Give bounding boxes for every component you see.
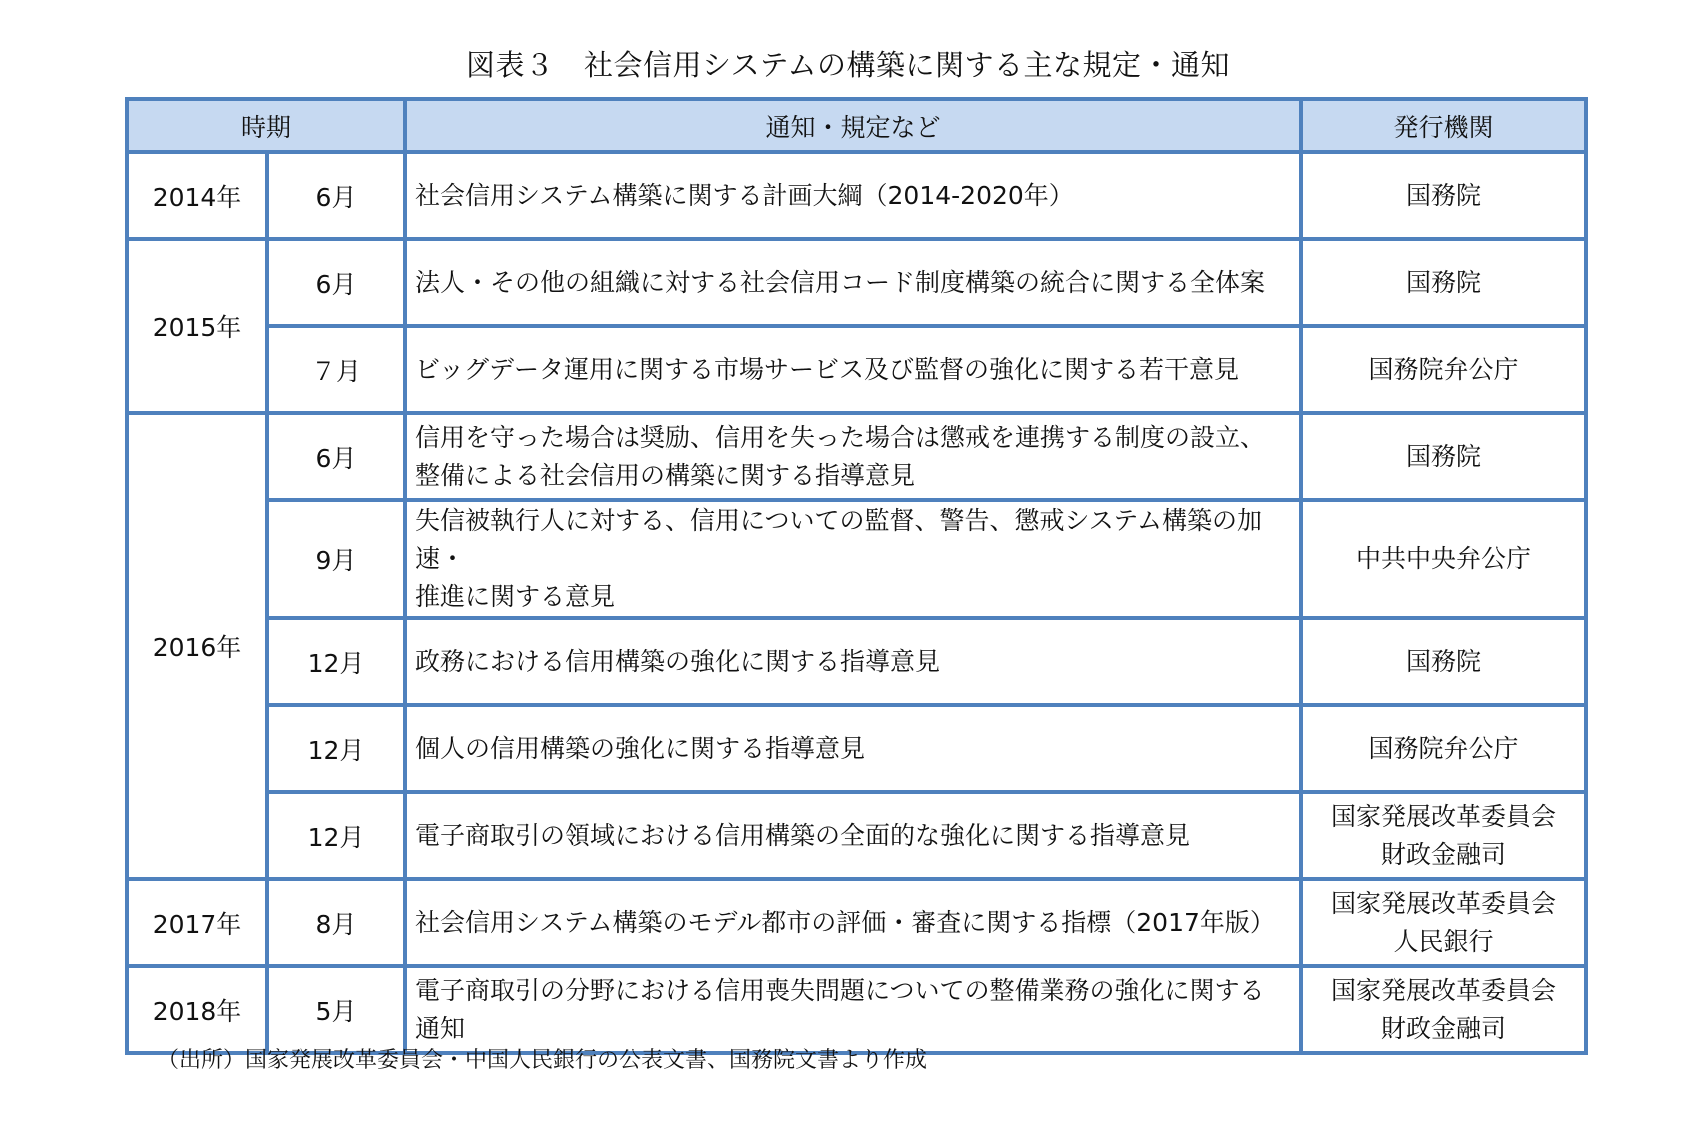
issuer-text: 国務院 [1406,267,1482,297]
table-row [127,500,1586,618]
notice-cell [405,792,1301,879]
issuer-cell [1301,879,1586,966]
notice-text-line-1: 信用を守った場合は奨励、信用を失った場合は懲戒を連携する制度の設立、 [415,422,1266,452]
notice-cell [405,152,1301,239]
table-row [127,618,1586,705]
notice-text: 電子商取引の領域における信用構築の全面的な強化に関する指導意見 [415,820,1191,850]
issuer-text-line-2: 財政金融司 [1381,839,1507,869]
issuer-cell [1301,792,1586,879]
notice-text: 個人の信用構築の強化に関する指導意見 [415,733,866,763]
notice-text-line-2: 通知 [415,1013,466,1043]
year-cell: 2016年 [127,413,267,879]
month-cell: 12月 [267,705,405,792]
issuer-cell [1301,705,1586,792]
notice-text-line-2: 推進に関する意見 [415,582,616,611]
table-row [127,705,1586,792]
notice-text: 法人・その他の組織に対する社会信用コード制度構築の統合に関する全体案 [415,267,1266,297]
table-row [127,152,1586,239]
month-cell: ７月 [267,326,405,413]
table-row [127,792,1586,879]
notice-cell [405,966,1301,1053]
issuer-text-line-2: 財政金融司 [1381,1013,1507,1043]
issuer-cell [1301,500,1586,618]
notice-text: 社会信用システム構築に関する計画大綱（2014-2020年） [415,180,1074,210]
issuer-text-line-2: 人民銀行 [1393,926,1494,956]
notice-cell [405,500,1301,618]
issuer-cell [1301,413,1586,500]
month-cell: 12月 [267,618,405,705]
month-cell: 6月 [267,239,405,326]
issuer-text: 国務院 [1406,646,1482,676]
notice-text: 社会信用システム構築のモデル都市の評価・審査に関する指標（2017年版） [415,907,1275,937]
issuer-cell [1301,239,1586,326]
issuer-text-line-1: 国家発展改革委員会 [1331,975,1557,1005]
issuer-text: 国務院弁公庁 [1368,733,1519,763]
table-row [127,239,1586,326]
issuer-text: 国務院 [1406,180,1482,210]
table-row [127,326,1586,413]
header-issuer: 発行機関 [1301,99,1586,152]
issuer-text: 国務院 [1406,441,1482,471]
issuer-text: 国務院弁公庁 [1368,354,1519,384]
notice-text-line-1: 電子商取引の分野における信用喪失問題についての整備業務の強化に関する [415,975,1265,1005]
month-cell: 9月 [267,500,405,618]
notice-text-line-1: 失信被執行人に対する、信用についての監督、警告、懲戒システム構築の加速・ [415,506,1263,573]
table-row [127,966,1586,1053]
regulations-table [125,97,1588,1055]
header-notice: 通知・規定など [405,99,1301,152]
year-cell: 2017年 [127,879,267,966]
notice-cell [405,618,1301,705]
table-row [127,413,1586,500]
source-note: （出所）国家発展改革委員会・中国人民銀行の公表文書、国務院文書より作成 [157,1048,928,1073]
notice-cell [405,705,1301,792]
notice-text: ビッグデータ運用に関する市場サービス及び監督の強化に関する若干意見 [415,354,1240,384]
month-cell: 12月 [267,792,405,879]
notice-cell [405,326,1301,413]
notice-cell [405,239,1301,326]
month-cell: 8月 [267,879,405,966]
notice-cell [405,413,1301,500]
table-row [127,879,1586,966]
month-cell: 6月 [267,413,405,500]
notice-text: 政務における信用構築の強化に関する指導意見 [415,646,941,676]
year-cell: 2018年 [127,966,267,1053]
issuer-cell [1301,152,1586,239]
table-header-row [127,99,1586,152]
issuer-cell [1301,966,1586,1053]
issuer-cell [1301,618,1586,705]
notice-cell [405,879,1301,966]
header-period: 時期 [127,99,405,152]
year-cell: 2014年 [127,152,267,239]
month-cell: 5月 [267,966,405,1053]
page-title: 図表３ 社会信用システムの構築に関する主な規定・通知 [465,48,1231,82]
notice-text-line-2: 整備による社会信用の構築に関する指導意見 [415,460,916,490]
issuer-text-line-1: 国家発展改革委員会 [1331,888,1557,918]
issuer-text: 中共中央弁公庁 [1356,544,1532,573]
issuer-text-line-1: 国家発展改革委員会 [1331,801,1557,831]
year-cell: 2015年 [127,239,267,413]
issuer-cell [1301,326,1586,413]
month-cell: 6月 [267,152,405,239]
